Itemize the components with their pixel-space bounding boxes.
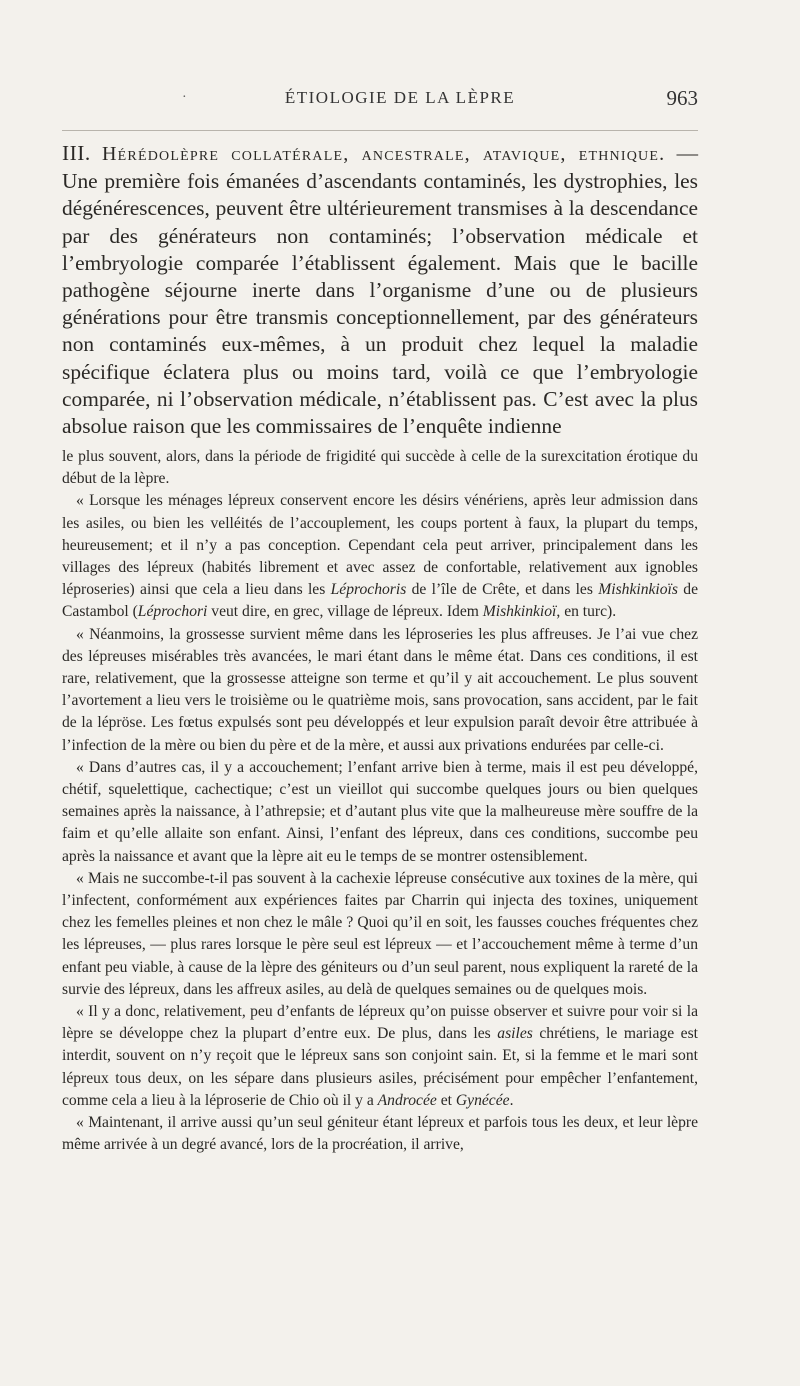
section-paragraph	[62, 140, 698, 440]
section-number: III.	[62, 141, 91, 165]
header-rule	[62, 130, 698, 131]
section-heading: Hérédolèpre collatérale, ancestrale, atavique, ethnique.	[102, 143, 666, 165]
header-mark: ·	[182, 90, 187, 105]
note-text: chrétiens, le mariage est interdit, souvent on n’y reçoit que le lépreux sans son conjoint sain. Et, si la femme et le mari sont lépreux tous deux, on les sépare dans plusieurs asiles, précisément pour empêcher l’enfantement, comme cela a lieu à la léproserie de Chio où il y a	[62, 1025, 698, 1109]
italic-term: Léprochori	[137, 603, 208, 621]
italic-term: Léprochoris	[330, 581, 407, 599]
main-text	[62, 140, 698, 440]
italic-term: Mishkinkioïs	[598, 581, 678, 599]
page-number: 963	[666, 86, 698, 110]
note-paragraph-3: « Néanmoins, la grossesse survient même dans les léproseries les plus affreuses. Je l’ai vue chez des lépreuses misérables très avancées, le mari étant dans le même état. Dans ces conditions, il est rare, relativement, que la grossesse atteigne son terme et qu’il y ait accouchement. Le plus souvent l’avortement a lieu vers le troisième ou le quatrième mois, sans provocation, sans accident, par le fait de la lépröse. Les fœtus expulsés sont peu développés et leur expulsion paraît devoir être attribuée à l’infection de la mère ou bien du père et de la mère, et aussi aux privations endurées par celle-ci.	[62, 625, 698, 754]
italic-term: Gynécée	[455, 1091, 510, 1109]
italic-term: asiles	[497, 1025, 533, 1043]
note-text: de Castambol (	[62, 581, 698, 621]
note-text: de l’île de Crête, et dans les	[406, 581, 599, 599]
note-text: , en turc).	[556, 603, 617, 621]
italic-term: Mishkinkioï	[482, 603, 557, 621]
note-paragraph-1: le plus souvent, alors, dans la période de frigidité qui succède à celle de la surexcitation érotique du début de la lèpre.	[62, 448, 698, 488]
note-text: veut dire, en grec, village de lépreux. Idem	[207, 603, 483, 621]
running-title: ÉTIOLOGIE DE LA LÈPRE	[284, 88, 516, 107]
note-paragraph-5: « Mais ne succombe-t-il pas souvent à la cachexie lépreuse consécutive aux toxines de la mère, qui l’infectent, conformément aux expériences faites par Charrin qui injecta des toxines, uniquement chez les femelles pleines et non chez le mâle ? Quoi qu’il en soit, les fausses couches fréquentes chez les lépreuses, — plus rares lorsque le père seul est lépreux — et l’accouchement même à terme d’un enfant peu viable, à cause de la lèpre des géniteurs ou d’un seul parent, nous expliquent la rareté de la survie des lépreux, dans les affreux asiles, au delà de quelques semaines ou de quelques mois.	[62, 869, 698, 998]
italic-term: Androcée	[377, 1091, 437, 1109]
note-text: et	[436, 1091, 456, 1109]
note-paragraph-4: « Dans d’autres cas, il y a accouchement; l’enfant arrive bien à terme, mais il est peu développé, chétif, squelettique, cachectique; c’est un vieillot qui succombe quelques jours ou bien quelques semaines après la naissance, à l’athrepsie; et d’autant plus vite que la malheureuse mère souffre de la faim et qu’elle allaite son enfant. Ainsi, l’enfant des lépreux, dans ces conditions, succombe peu après la naissance et avant que la lèpre ait eu le temps de se montrer ostensiblement.	[62, 758, 698, 865]
note-paragraph-6	[62, 1001, 698, 1112]
note-text: « Il y a donc, relativement, peu d’enfants de lépreux qu’on puisse observer et suivre pour voir si la lèpre se développe chez la plupart d’entre eux. De plus, dans les	[62, 1003, 698, 1043]
footnote-text	[62, 446, 698, 1157]
note-paragraph-2	[62, 490, 698, 623]
body-text: — Une première fois émanées d’ascendants contaminés, les dystrophies, les dégénérescences, peuvent être ultérieurement transmises à la descendance par des générateurs non contaminés; l’observation médicale et l’embryologie comparée l’établissent également. Mais que le bacille pathogène séjourne inerte dans l’organisme d’une ou de plusieurs générations pour être transmis conceptionnellement, par des générateurs non contaminés eux-mêmes, à un produit chez lequel la maladie spécifique éclatera plus ou moins tard, voilà ce que l’embryologie comparée, ni l’observation médicale, n’établissent pas. C’est avec la plus absolue raison que les commissaires de l’enquête indienne	[62, 141, 698, 439]
note-paragraph-7: « Maintenant, il arrive aussi qu’un seul géniteur étant lépreux et parfois tous les deux, et leur lèpre même arrivée à un degré avancé, lors de la procréation, il arrive,	[62, 1114, 698, 1154]
note-text: « Lorsque les ménages lépreux conservent encore les désirs vénériens, après leur admission dans les asiles, ou bien les velléités de l’accouplement, les coups portent à faux, la plupart du temps, heureusement; et il n’y a pas conception. Cependant cela peut arriver, principalement dans les villages des lépreux (habités librement et avec assez de confortable, relativement aux ignobles léproseries) ainsi que cela a lieu dans les	[62, 492, 698, 599]
note-text: .	[509, 1091, 514, 1109]
